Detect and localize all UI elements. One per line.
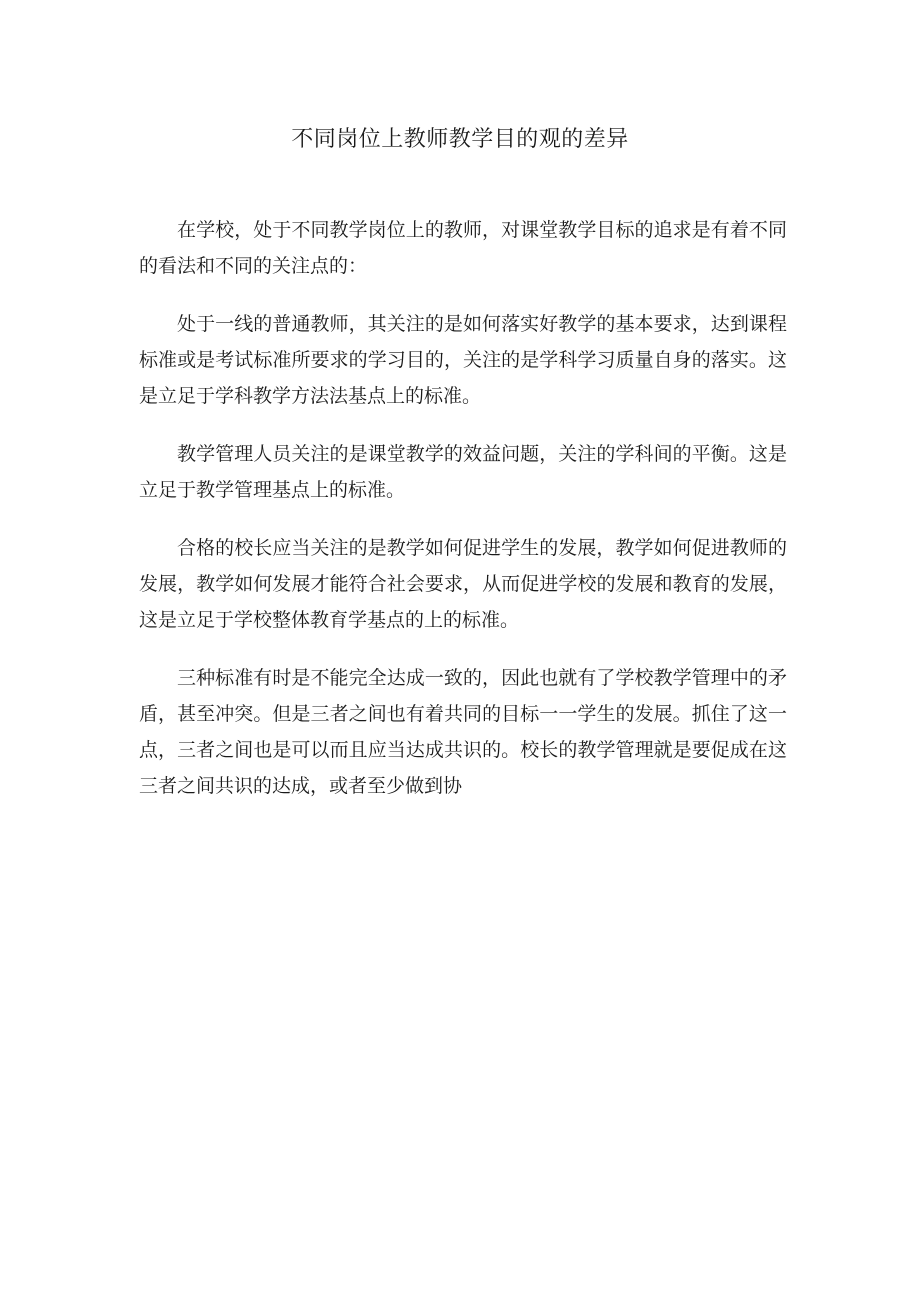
paragraph-1: 在学校，处于不同教学岗位上的教师，对课堂教学目标的追求是有着不同的看法和不同的关注点的： [139, 219, 787, 277]
paragraph-2: 处于一线的普通教师，其关注的是如何落实好教学的基本要求，达到课程标准或是考试标准所要求的学习目的，关注的是学科学习质量自身的落实。这是立足于学科教学方法法基点上的标准。 [139, 313, 787, 407]
paragraph-3: 教学管理人员关注的是课堂教学的效益问题，关注的学科间的平衡。这是立足于教学管理基点上的标准。 [139, 443, 787, 501]
paragraph-5: 三种标准有时是不能完全达成一致的，因此也就有了学校教学管理中的矛盾，甚至冲突。但是三者之间也有着共同的目标一一学生的发展。抓住了这一点，三者之间也是可以而且应当达成共识的。校长的教学管理就是要促成在这三者之间共识的达成，或者至少做到协 [139, 667, 787, 797]
document-title: 不同岗位上教师教学目的观的差异 [291, 127, 629, 152]
document-body [139, 212, 787, 826]
paragraph-4: 合格的校长应当关注的是教学如何促进学生的发展，教学如何促进教师的发展，教学如何发展才能符合社会要求，从而促进学校的发展和教育的发展，这是立足于学校整体教育学基点的上的标准。 [139, 537, 787, 631]
